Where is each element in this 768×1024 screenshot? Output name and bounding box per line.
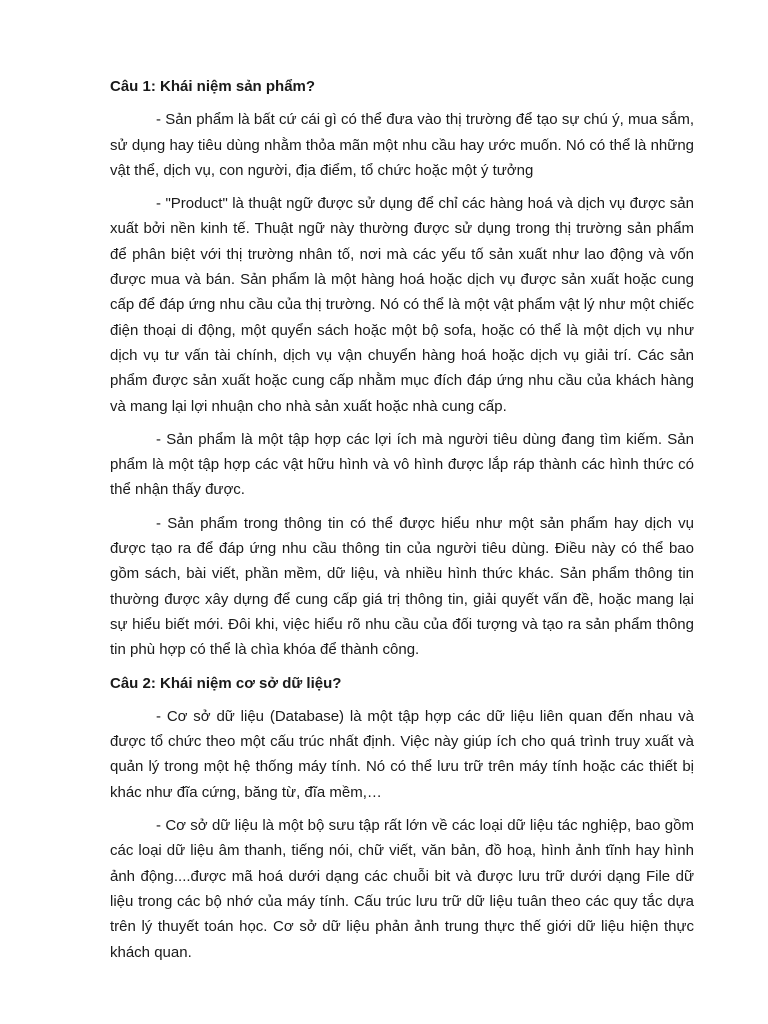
section-1 xyxy=(110,74,694,663)
paragraph: - Sản phẩm trong thông tin có thể được hiểu như một sản phẩm hay dịch vụ được tạo ra để đáp ứng nhu cầu thông tin của người tiêu dùng. Điều này có thể bao gồm sách, bài viết, phần mềm, dữ liệu, và nhiều hình thức khác. Sản phẩm thông tin thường được xây dựng để cung cấp giá trị thông tin, giải quyết vấn đề, hoặc mang lại sự hiểu biết mới. Đôi khi, việc hiểu rõ nhu cầu của đối tượng và tạo ra sản phẩm thông tin phù hợp có thể là chìa khóa để thành công. xyxy=(110,514,694,659)
section-heading: Câu 1: Khái niệm sản phẩm? xyxy=(110,78,316,95)
paragraph: - Sản phẩm là bất cứ cái gì có thể đưa vào thị trường để tạo sự chú ý, mua sắm, sử dụng hay tiêu dùng nhằm thỏa mãn một nhu cầu hay ước muốn. Nó có thể là những vật thể, dịch vụ, con người, địa điểm, tổ chức hoặc một ý tưởng xyxy=(110,111,694,179)
paragraph: - Cơ sở dữ liệu là một bộ sưu tập rất lớn về các loại dữ liệu tác nghiệp, bao gồm các loại dữ liệu âm thanh, tiếng nói, chữ viết, văn bản, đồ hoạ, hình ảnh tĩnh hay hình ảnh động....được mã hoá dưới dạng các chuỗi bit và được lưu trữ dưới dạng File dữ liệu trong các bộ nhớ của máy tính. Cấu trúc lưu trữ dữ liệu tuân theo các quy tắc dựa trên lý thuyết toán học. Cơ sở dữ liệu phản ảnh trung thực thế giới dữ liệu hiện thực khách quan. xyxy=(110,817,694,961)
document-page xyxy=(110,74,694,973)
section-2 xyxy=(110,671,694,965)
paragraph: - Sản phẩm là một tập hợp các lợi ích mà người tiêu dùng đang tìm kiếm. Sản phẩm là một tập hợp các vật hữu hình và vô hình được lắp ráp thành các hình thức có thể nhận thấy được. xyxy=(110,430,694,499)
paragraph: - Cơ sở dữ liệu (Database) là một tập hợp các dữ liệu liên quan đến nhau và được tổ chức theo một cấu trúc nhất định. Việc này giúp ích cho quá trình truy xuất và quản lý trong một hệ thống máy tính. Nó có thể lưu trữ trên máy tính hoặc các thiết bị khác như đĩa cứng, băng từ, đĩa mềm,… xyxy=(110,707,694,801)
paragraph: - "Product" là thuật ngữ được sử dụng để chỉ các hàng hoá và dịch vụ được sản xuất bởi nền kinh tế. Thuật ngữ này thường được sử dụng trong thị trường sản phẩm để phân biệt với thị trường nhân tố, nơi mà các yếu tố sản xuất như lao động và vốn được mua và bán. Sản phẩm là một hàng hoá hoặc dịch vụ được sản xuất hoặc cung cấp để đáp ứng nhu cầu của thị trường. Nó có thể là một vật phẩm vật lý như một chiếc điện thoại di động, một quyển sách hoặc một bộ sofa, hoặc có thể là một dịch vụ như dịch vụ tư vấn tài chính, dịch vụ vận chuyển hàng hoá hoặc dịch vụ giải trí. Các sản phẩm được sản xuất hoặc cung cấp nhằm mục đích đáp ứng nhu cầu của khách hàng và mang lại lợi nhuận cho nhà sản xuất hoặc nhà cung cấp. xyxy=(110,195,694,415)
section-heading: Câu 2: Khái niệm cơ sở dữ liệu? xyxy=(110,674,342,692)
